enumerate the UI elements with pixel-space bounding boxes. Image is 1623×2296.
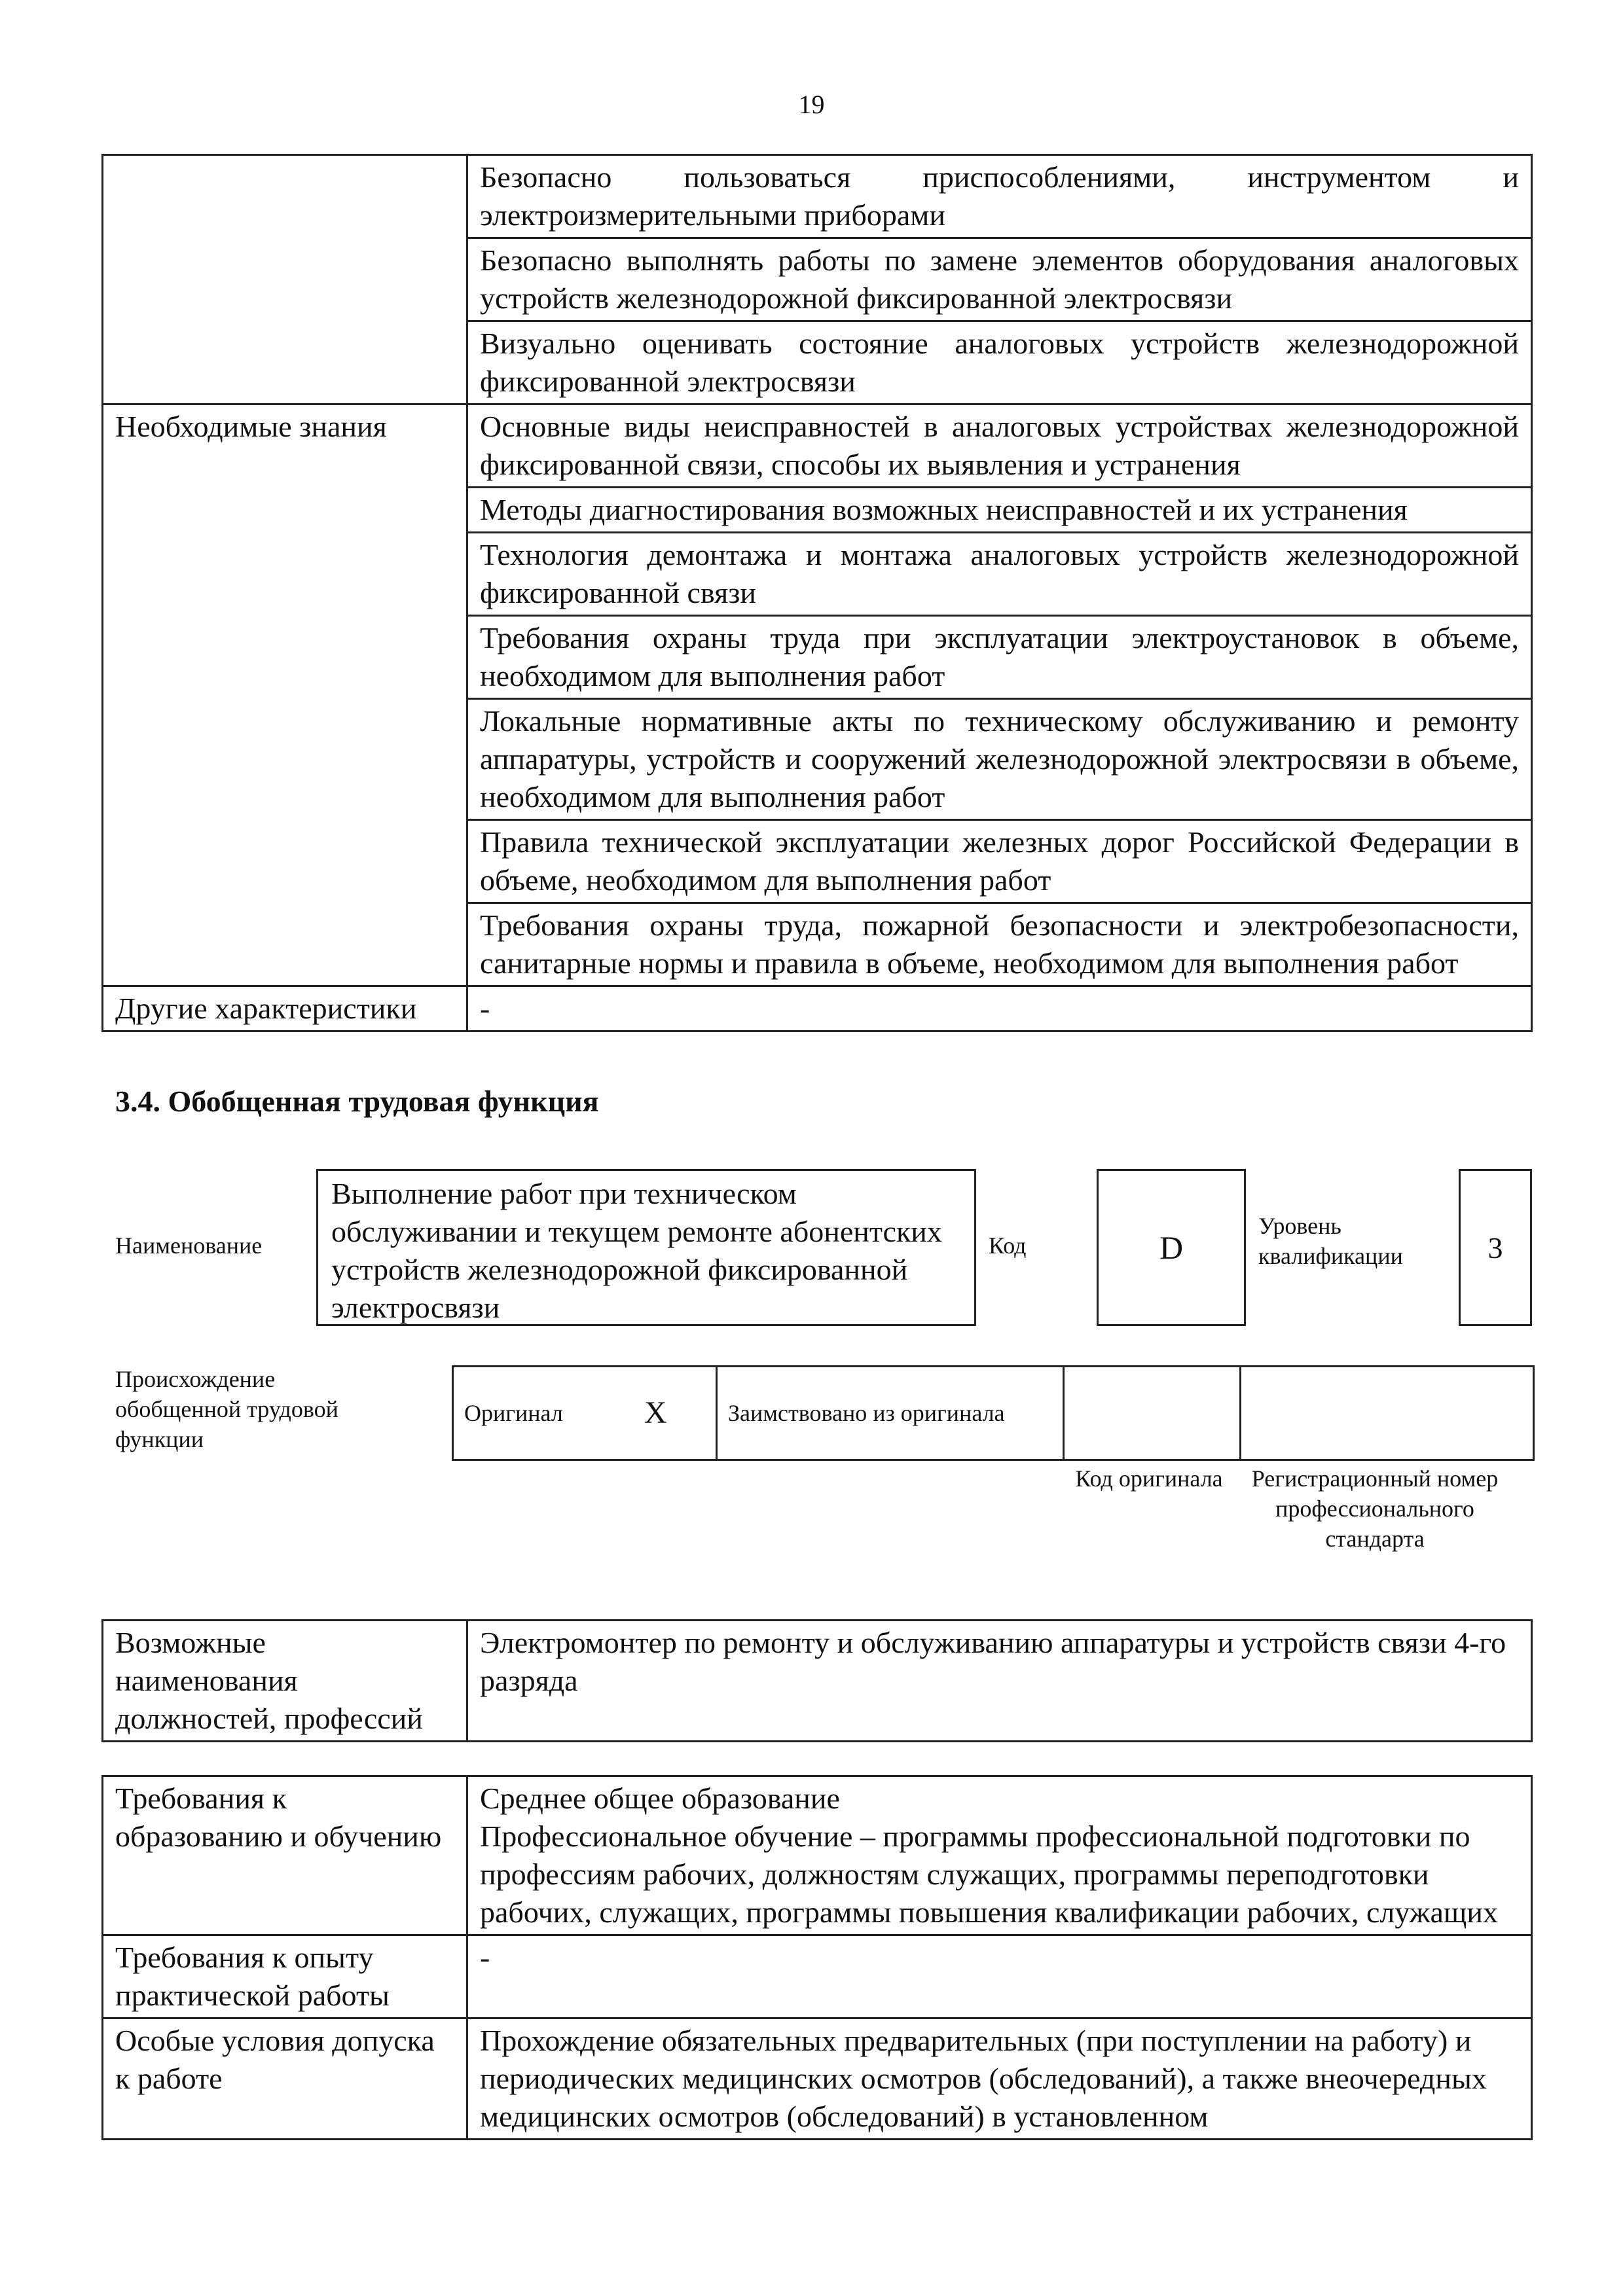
table-label-cell: Особые условия допуска к работе — [103, 2018, 467, 2140]
page-number: 19 — [798, 90, 825, 119]
original-mark: X — [596, 1367, 717, 1460]
table-cell: Прохождение обязательных предварительных (при поступлении на работу) и периодических медицинских осмотров (обследований), а также внеочередных медицинских осмотров (обследований) в установленном — [467, 2018, 1532, 2140]
table-cell: Требования охраны труда при эксплуатации электроустановок в объеме, необходимом для выполнения работ — [467, 616, 1532, 699]
table-label-cell: Возможные наименования должностей, профессий — [103, 1621, 467, 1742]
registration-number-cell — [1241, 1367, 1534, 1460]
table-cell: Основные виды неисправностей в аналоговых устройствах железнодорожной фиксированной связи, способы их выявления и устранения — [467, 404, 1532, 488]
skills-knowledge-table — [101, 154, 1533, 1032]
table-cell: Требования охраны труда, пожарной безопасности и электробезопасности, санитарные нормы и правила в объеме, необходимом для выполнения работ — [467, 903, 1532, 986]
table-cell: - — [467, 986, 1532, 1031]
table-cell: Визуально оценивать состояние аналоговых устройств железнодорожной фиксированной электросвязи — [467, 321, 1532, 404]
table-label-cell — [103, 155, 467, 404]
table-row — [103, 1621, 1532, 1742]
table-cell: Правила технической эксплуатации железных дорог Российской Федерации в объеме, необходимом для выполнения работ — [467, 820, 1532, 903]
table-cell: - — [467, 1935, 1532, 2018]
code-label: Код — [989, 1232, 1027, 1259]
level-label: Уровень квалификации — [1258, 1213, 1403, 1269]
function-name-box: Выполнение работ при техническом обслуживании и текущем ремонте абонентских устройств железнодорожной фиксированной электросвязи — [316, 1169, 976, 1326]
name-label: Наименование — [115, 1232, 263, 1259]
table-row — [103, 155, 1532, 238]
registration-caption: Регистрационный номер профессионального стандарта — [1251, 1465, 1499, 1552]
table-cell: Технология демонтажа и монтажа аналоговых устройств железнодорожной фиксированной связи — [467, 533, 1532, 616]
table-cell: Электромонтер по ремонту и обслуживанию аппаратуры и устройств связи 4-го разряда — [467, 1621, 1532, 1742]
table-cell: Локальные нормативные акты по техническому обслуживанию и ремонту аппаратуры, устройств и сооружений железнодорожной электросвязи в объеме, необходимом для выполнения работ — [467, 699, 1532, 820]
origin-label: Происхождение обобщенной трудовой функции — [115, 1366, 338, 1452]
requirements-table — [101, 1775, 1533, 2140]
text-line: Среднее общее образование — [480, 1782, 840, 1815]
table-label-cell: Необходимые знания — [103, 404, 467, 986]
table-label-cell: Другие характеристики — [103, 986, 467, 1031]
table-cell: Безопасно выполнять работы по замене элементов оборудования аналоговых устройств железнодорожной фиксированной электросвязи — [467, 238, 1532, 321]
table-row — [103, 1776, 1532, 1935]
table-cell: Методы диагностирования возможных неисправностей и их устранения — [467, 488, 1532, 533]
table-row — [103, 404, 1532, 488]
table-row — [103, 1935, 1532, 2018]
section-heading: 3.4. Обобщенная трудовая функция — [115, 1085, 599, 1118]
table-row — [103, 2018, 1532, 2140]
original-code-cell — [1064, 1367, 1241, 1460]
level-value-box: 3 — [1459, 1169, 1532, 1326]
table-cell: Безопасно пользоваться приспособлениями, инструментом и электроизмерительными приборами — [467, 155, 1532, 238]
table-row — [103, 986, 1532, 1031]
original-label: Оригинал — [453, 1367, 596, 1460]
code-value-box: D — [1097, 1169, 1246, 1326]
text-line: Профессиональное обучение – программы профессиональной подготовки по профессиям рабочих, должностям служащих, программы переподготовки рабочих, служащих, программы повышения квалификации рабочих, служащих — [480, 1820, 1498, 1929]
table-cell — [467, 1776, 1532, 1935]
positions-table — [101, 1619, 1533, 1742]
table-row — [453, 1367, 1534, 1460]
code-caption: Код оригинала — [1075, 1465, 1223, 1492]
borrowed-label: Заимствовано из оригинала — [717, 1367, 1064, 1460]
table-label-cell: Требования к опыту практической работы — [103, 1935, 467, 2018]
origin-table — [452, 1365, 1535, 1461]
table-label-cell: Требования к образованию и обучению — [103, 1776, 467, 1935]
